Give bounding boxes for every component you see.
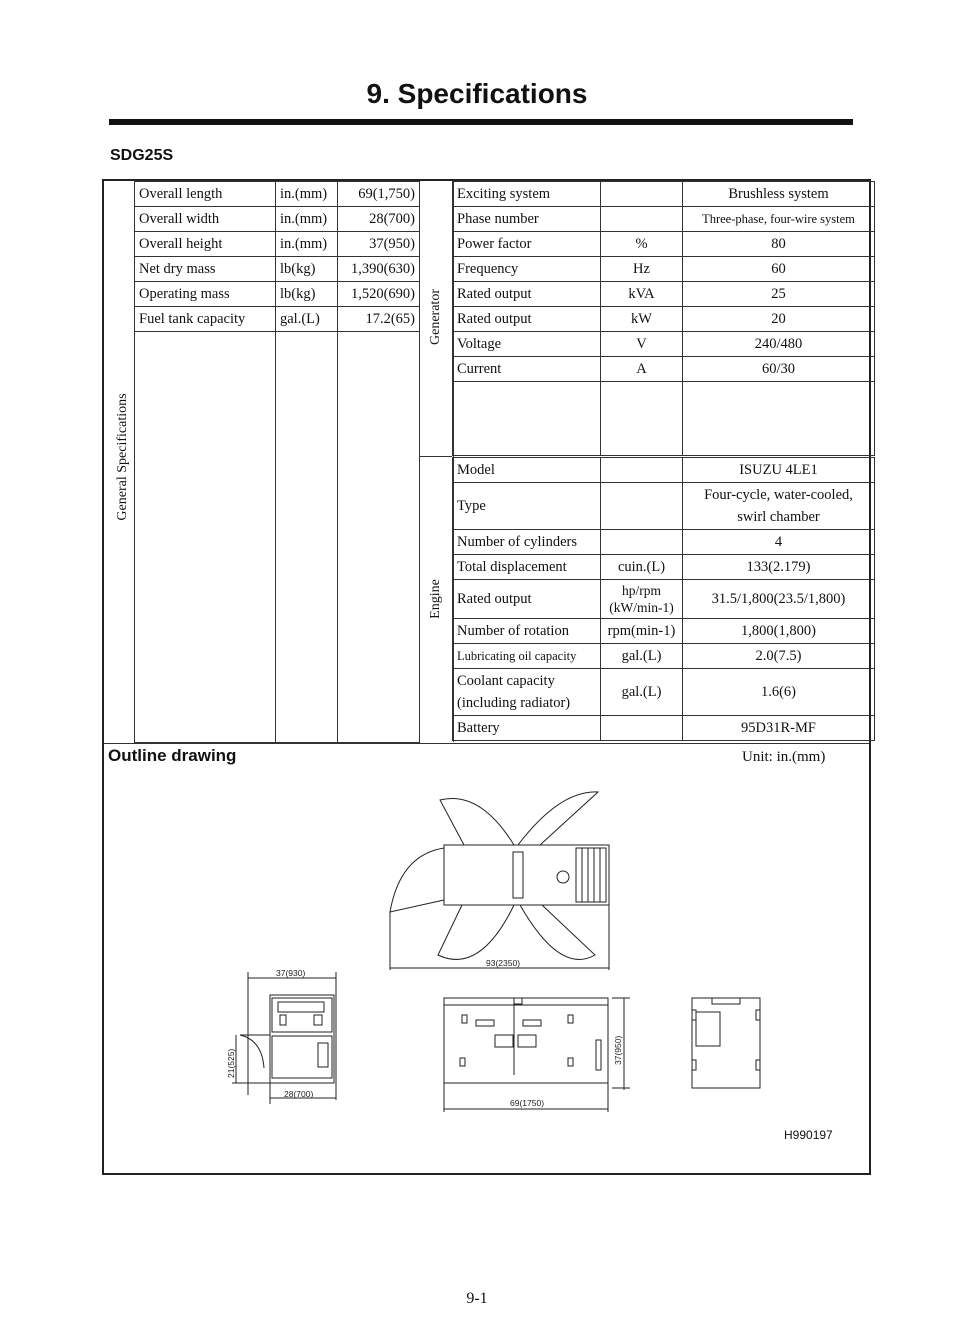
page-title: 9. Specifications [366,78,588,109]
spec-value: 133(2.179) [683,555,875,580]
spec-unit: rpm(min-1) [601,619,683,644]
spec-item: Exciting system [453,182,601,207]
spec-value: 28(700) [338,207,420,232]
spec-item: Battery [453,716,601,741]
spec-unit: A [601,357,683,382]
spec-value: 1,520(690) [338,282,420,307]
outline-title: Outline drawing [108,746,237,765]
spec-item: Number of cylinders [453,530,601,555]
spec-value: 17.2(65) [338,307,420,332]
spec-value: 95D31R-MF [683,716,875,741]
spec-value: 37(950) [338,232,420,257]
side-view [232,972,336,1104]
dim-side-height: 21(525) [226,1048,236,1078]
spec-unit: Hz [601,257,683,282]
spec-value: Three-phase, four-wire system [683,207,875,232]
page-number: 9-1 [466,1290,488,1307]
spec-item: Rated output [453,282,601,307]
spec-item: Type [453,483,601,530]
spec-item: Overall length [135,182,276,207]
spec-unit: in.(mm) [276,182,338,207]
spec-item: Overall height [135,232,276,257]
spec-value: 80 [683,232,875,257]
spec-value: 60/30 [683,357,875,382]
spec-item: Rated output [453,580,601,619]
unit-note: Unit: in.(mm) [742,749,826,765]
spec-unit: kVA [601,282,683,307]
spec-unit: in.(mm) [276,232,338,257]
spec-value: 20 [683,307,875,332]
spec-value: 1,800(1,800) [683,619,875,644]
spec-value-line: swirl chamber [737,509,820,525]
engine-section-label: Engine [428,579,443,619]
dim-side-width: 28(700) [284,1089,314,1099]
spec-item: Model [453,458,601,483]
spec-unit: kW [601,307,683,332]
spec-item: Operating mass [135,282,276,307]
generator-section-label: Generator [428,289,443,345]
spec-item: Frequency [453,257,601,282]
spec-item: Overall width [135,207,276,232]
spec-item: Number of rotation [453,619,601,644]
front-view [444,998,630,1112]
spec-unit: V [601,332,683,357]
spec-value: ISUZU 4LE1 [683,458,875,483]
spec-unit: gal.(L) [601,669,683,716]
general-section-label: General Specifications [115,393,130,521]
spec-unit-line: hp/rpm [622,583,661,598]
spec-value: 1,390(630) [338,257,420,282]
spec-value: 4 [683,530,875,555]
spec-value: 240/480 [683,332,875,357]
rear-view [692,998,760,1088]
spec-item-line: Coolant capacity [457,673,555,689]
model-name: SDG25S [110,147,174,164]
spec-unit: in.(mm) [276,207,338,232]
spec-unit-line: (kW/min-1) [609,600,674,615]
spec-value: 69(1,750) [338,182,420,207]
spec-unit: lb(kg) [276,257,338,282]
drawing-code: H990197 [784,1128,833,1142]
spec-value: Brushless system [683,182,875,207]
spec-item-line: (including radiator) [457,695,571,711]
spec-value: 31.5/1,800(23.5/1,800) [683,580,875,619]
dim-front-length: 69(1750) [510,1098,545,1108]
spec-unit: gal.(L) [276,307,338,332]
dim-side-depth: 37(930) [276,968,306,978]
spec-unit: lb(kg) [276,282,338,307]
spec-value-line: Four-cycle, water-cooled, [704,487,853,503]
dim-front-height: 37(950) [613,1035,623,1065]
spec-item: Power factor [453,232,601,257]
spec-value: 25 [683,282,875,307]
spec-item: Phase number [453,207,601,232]
spec-unit: cuin.(L) [601,555,683,580]
spec-value: 2.0(7.5) [683,644,875,669]
spec-item: Rated output [453,307,601,332]
spec-item: Voltage [453,332,601,357]
dim-top-length: 93(2350) [486,958,521,968]
spec-value: 60 [683,257,875,282]
spec-value: 1.6(6) [683,669,875,716]
spec-item: Current [453,357,601,382]
spec-item: Total displacement [453,555,601,580]
spec-item: Fuel tank capacity [135,307,276,332]
top-view [390,792,609,970]
spec-unit: gal.(L) [601,644,683,669]
spec-unit: % [601,232,683,257]
spec-item: Lubricating oil capacity [453,644,601,669]
spec-item: Net dry mass [135,257,276,282]
